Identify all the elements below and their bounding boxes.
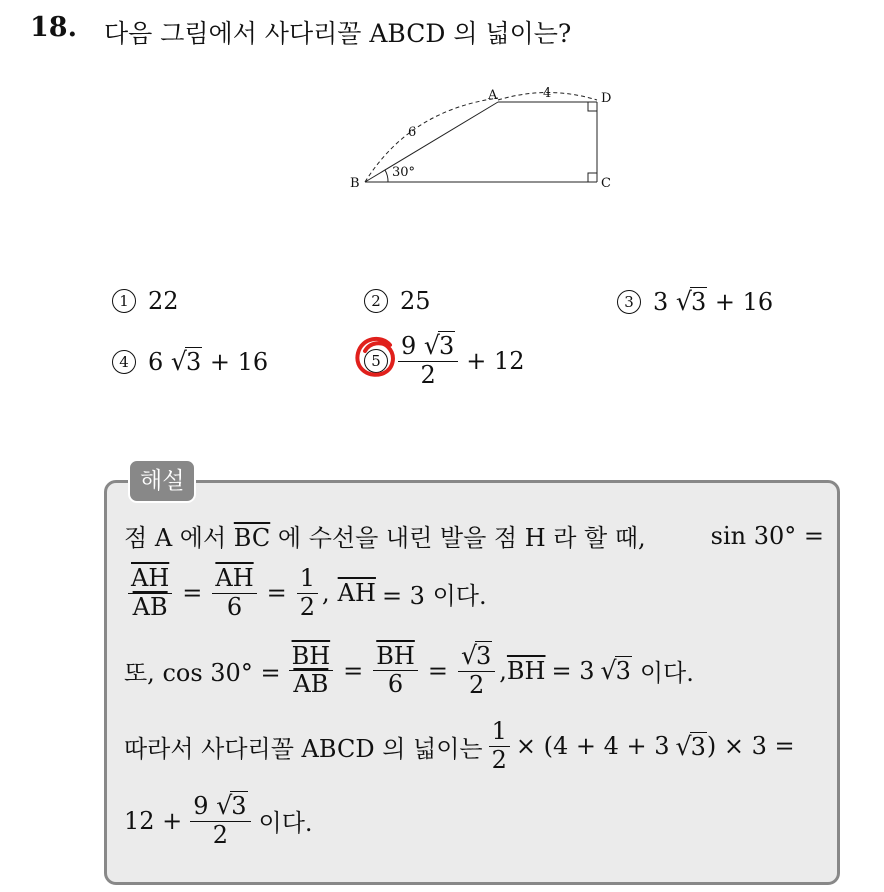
segment-bc: $\overline{BC}$	[233, 524, 271, 552]
frac-den: AB	[293, 670, 329, 699]
choice-marker: 1	[112, 289, 136, 313]
solution-tab: 해설	[128, 459, 196, 503]
comma: ,	[499, 656, 507, 685]
trapezoid-figure	[340, 80, 630, 200]
frac-den: 2	[420, 360, 436, 389]
frac-num: $\overline{AH}$	[128, 565, 172, 594]
fraction-ah-ab	[128, 565, 172, 621]
choice-1[interactable]	[112, 287, 179, 315]
frac-num: $\overline{BH}$	[289, 643, 334, 672]
choice-tail: + 16	[209, 348, 269, 376]
choice-coef: 6	[148, 348, 164, 376]
choice-tail: + 16	[714, 288, 774, 316]
frac-num-coef: 9	[193, 792, 209, 820]
sol3-tail-pre: = 3	[551, 656, 595, 685]
sqrt-arg: 3	[476, 642, 492, 670]
sqrt-sign: √	[460, 641, 477, 670]
frac-den: 6	[387, 670, 404, 699]
fraction-sqrt3-2	[458, 642, 495, 700]
label-b: B	[350, 176, 360, 191]
sol1-sin: sin 30° =	[710, 521, 824, 550]
choice-text: 22	[148, 287, 179, 315]
sqrt-arg: 3	[231, 792, 247, 820]
segment-ah: $\overline{AH}$	[337, 579, 376, 608]
angle-b-label: 30°	[392, 165, 416, 180]
choice-marker: 2	[364, 289, 388, 313]
fraction-ah-6	[212, 565, 256, 621]
frac-num-coef: 9	[401, 332, 417, 360]
fraction-half	[489, 718, 510, 774]
frac-num: 1	[489, 718, 510, 747]
equals: =	[182, 579, 203, 608]
question-text: 다음 그림에서 사다리꼴 ABCD 의 넓이는?	[104, 19, 572, 48]
sol4-a: 따라서 사다리꼴 ABCD 의 넓이는	[124, 734, 483, 763]
label-a: A	[488, 88, 498, 103]
label-c: C	[601, 176, 611, 191]
frac-num: $\overline{BH}$	[373, 643, 418, 672]
frac-num: $\overline{AH}$	[212, 565, 256, 594]
comma: ,	[322, 579, 330, 608]
sol1-b: 에 수선을 내린 발을 점 H 라 할 때,	[277, 524, 646, 552]
frac-num: 1	[297, 565, 318, 594]
sqrt-sign: √	[170, 347, 187, 376]
sol5-b: 이다.	[258, 809, 313, 838]
solution-line-3	[124, 642, 694, 700]
sqrt-arg: 3	[690, 732, 706, 761]
frac-den: 2	[299, 592, 316, 621]
choice-2[interactable]	[364, 287, 431, 315]
sqrt-arg: 3	[185, 348, 202, 376]
choice-4[interactable]	[112, 347, 268, 376]
side-ab-length: 6	[408, 125, 417, 140]
frac-den: 2	[468, 670, 485, 699]
choice-tail: + 12	[466, 346, 525, 375]
choice-marker: 5	[364, 349, 388, 373]
frac-den: AB	[132, 592, 168, 621]
choice-marker: 4	[112, 350, 136, 374]
equals: =	[343, 656, 364, 685]
sqrt-sign: √	[600, 656, 617, 686]
choice-3[interactable]	[617, 287, 773, 316]
label-d: D	[601, 91, 612, 106]
choice-marker: 3	[617, 290, 641, 314]
sqrt-sign: √	[675, 731, 692, 761]
solution-line-1	[124, 518, 824, 553]
fraction-9sqrt3-2	[190, 792, 250, 850]
sqrt-sign: √	[423, 331, 440, 360]
choice-fraction	[398, 332, 458, 390]
sol4-c: ) × 3 =	[706, 732, 795, 761]
frac-den: 2	[212, 820, 229, 849]
answer-mark-circle	[352, 333, 400, 381]
frac-den: 2	[491, 745, 507, 774]
equals: =	[427, 656, 448, 685]
fraction-bh-ab	[289, 643, 334, 699]
choice-text: 25	[400, 287, 431, 315]
sol5-a: 12 +	[124, 806, 183, 835]
sqrt-sign: √	[216, 791, 233, 820]
frac-den: 6	[226, 592, 243, 621]
solution-line-5	[124, 792, 313, 850]
sol2-tail: = 3 이다.	[381, 581, 487, 610]
segment-bh: $\overline{BH}$	[506, 656, 546, 685]
question-number: 18.	[30, 12, 77, 43]
sol1-a: 점 A 에서	[124, 524, 227, 552]
choice-coef: 3	[653, 288, 669, 316]
sqrt-arg: 3	[438, 332, 455, 360]
equals: =	[266, 579, 287, 608]
sqrt-arg: 3	[690, 288, 707, 316]
solution-line-4	[124, 718, 795, 774]
sol1-text	[124, 518, 646, 553]
sqrt-arg: 3	[615, 657, 631, 686]
fraction-1-2	[297, 565, 318, 621]
sol4-b: × (4 + 4 + 3	[515, 732, 670, 761]
sqrt-sign: √	[675, 287, 692, 316]
solution-line-2	[124, 565, 487, 621]
sol3-tail-post: 이다.	[639, 659, 694, 688]
side-ad-length: 4	[543, 86, 552, 101]
sol3-cos: 또, cos 30° =	[124, 659, 281, 688]
fraction-bh-6	[373, 643, 418, 699]
